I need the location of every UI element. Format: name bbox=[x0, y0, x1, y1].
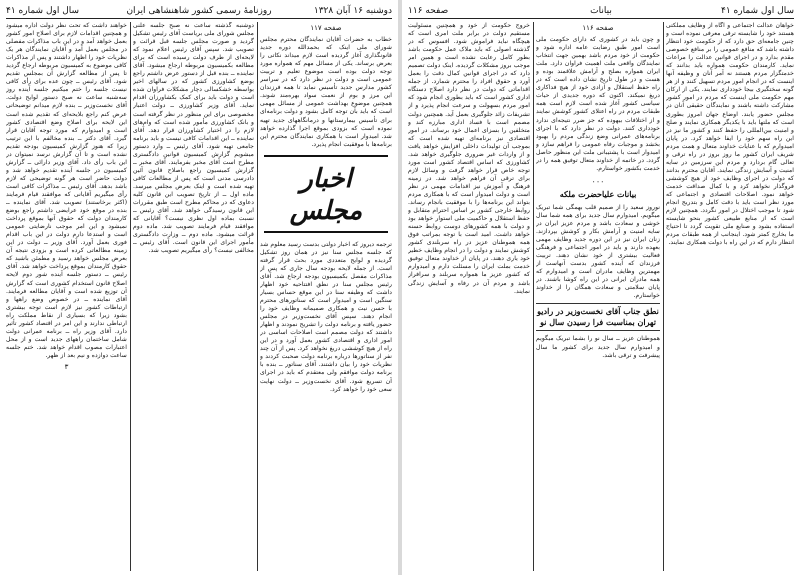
right-running-head bbox=[408, 4, 794, 19]
right-running-head-issue: سال اول شماره ۴۱ bbox=[720, 6, 794, 16]
left-running-head-publication: روزنامهٔ رسمی کشور شاهنشاهی ایران bbox=[126, 6, 272, 16]
right-column-1 bbox=[666, 22, 794, 571]
queen-speech-heading: بیانات علیاحضرت ملکه bbox=[559, 188, 637, 199]
left-column-2-text: دوشنبه گذشته ساعت نه صبح جلسه علنی مجلس شورای ملی بریاست آقای رئیس تشکیل گردید و صورت مجلس جلسه قبل قرائت و تصویب شد. سپس آقای رئیس اعلام نمود که لایحه‌ای از طرف دولت رسیده است که برای مطالعه بکمیسیون مربوطه ارجاع میشود. آقای نماینده ــ بنده قبل از دستور عرض داشتم راجع بوضع کشاورزی کشور که در سالهای اخیر بواسطه خشکسالی دچار مشکلات فراوان شده است و دولت باید برای کمک بکشاورزان اقدام نماید. آقای وزیر کشاورزی ــ دولت اعتبار مخصوصی برای این منظور در نظر گرفته است و بانک کشاورزی مأمور شده است که وام‌های لازم را در اختیار کشاورزان قرار دهد. آقای نماینده ــ این اقدامات کافی نیست و باید برنامه جامعی تهیه شود. آقای رئیس ــ وارد دستور میشویم گزارش کمیسیون قوانین دادگستری مطرح است آقای مخبر بفرمایند. آقای مخبر ــ گزارش کمیسیون راجع باصلاح قانون آئین دادرسی مدنی است که پس از مطالعات کافی تهیه شده است و اینک بعرض مجلس میرسد. ماده اول ــ از تاریخ تصویب این قانون کلیه دعاوی که در محاکم مطرح است طبق مقررات این قانون رسیدگی خواهد شد. آقای رئیس ــ نسبت بماده اول نظری نیست؟ آقایانی که موافقند قیام فرمایند تصویب شد. ماده دوم قرائت میشود. ماده دوم ــ وزارت دادگستری مأمور اجرای این قانون است. آقای رئیس ــ مخالفی نیست؟ رأی میگیریم تصویب شد. bbox=[133, 22, 254, 255]
parliament-news-masthead bbox=[264, 155, 388, 233]
right-column-2-text: و چون باید در کشوری که دارای حکومت ملی است امور طبق رضایت عامه اداره شود و حکومت از خود مردم باشد بهمین جهت انتخاب نمایندگان واقعی ملت اهمیت فراوان دارد. ملت ایران همواره بصلح و آرامش علاقمند بوده و هست و در طول تاریخ نشان داده است که در راه حفظ استقلال و آزادی خود از هیچ فداکاری دریغ نمیکند. اکنون که دوره جدیدی از حیات سیاسی کشور آغاز شده است لازم است همه طبقات مردم در راه اعتلای کشور کوشش نمایند و از اختلافات بیهوده که جز ضرر نتیجه‌ای ندارد خودداری کنند. دولت در نظر دارد که با اجرای برنامه‌های عمرانی وضع زندگی مردم را بهبود بخشد و موجبات رفاه عمومی را فراهم سازد و امیدوار است با پشتیبانی ملت این منظور حاصل گردد. در خاتمه از خداوند متعال توفیق همه را در خدمت بکشور خواستارم. bbox=[536, 36, 660, 172]
left-page-columns bbox=[6, 22, 392, 571]
queen-speech-text: نوروز سعید را از صمیم قلب بهمگی شما تبریک میگویم. امیدوارم سال جدید برای همه شما سال خوشی و سعادت باشد و مردم عزیز ایران در سایه امنیت و آرامش بکار و کوشش بپردازند. زنان ایران نیز در این دوره جدید وظایف مهمی بعهده دارند و باید در امور اجتماعی و فرهنگی فعالیت بیشتری از خود نشان دهند. تربیت فرزندان که آینده کشور بدست آنهاست از مهمترین وظایف مادران است و امیدوارم که همه مادران ایرانی در این راه کوشا باشند. در پایان سلامتی و سعادت همگان را از خداوند خواستارم. bbox=[536, 203, 660, 300]
left-column-1 bbox=[6, 22, 127, 571]
section-separator: ۰۰۰ bbox=[591, 176, 605, 186]
right-running-head-section: بیانات bbox=[590, 6, 612, 16]
right-column-3 bbox=[408, 22, 530, 571]
right-column-2 bbox=[536, 22, 660, 571]
right-running-head-page: صفحه ۱۱۶ bbox=[408, 6, 449, 16]
column-rule bbox=[533, 22, 534, 571]
left-page-footer: ۳ bbox=[64, 362, 69, 371]
parliament-news-title: اخبار مجلس bbox=[289, 163, 363, 226]
column-rule bbox=[130, 22, 131, 571]
left-column-3-after-masthead: ترجمه دیروز که اخبار دولتی بدست رسید معلوم شد که جلسه مجلس سنا نیز در همان روز تشکیل گردیده و لوایح متعددی مورد بحث قرار گرفته است. از جمله لایحه بودجه سال جاری که پس از مذاکرات مفصل بکمیسیون بودجه ارجاع شد. آقای رئیس مجلس سنا در نطق افتتاحیه خود اظهار داشت که وظیفه سنا در این موقع حساس بسیار سنگین است و امیدوار است که سناتورهای محترم با حسن نیت و همکاری صمیمانه وظایف خود را انجام دهند. سپس آقای نخست‌وزیر در مجلس حضور یافته و برنامه دولت را تشریح نمودند و اظهار داشتند که دولت مصمم است اصلاحات اساسی در امور اداری و اقتصادی کشور بعمل آورد و در این راه از هیچ کوششی دریغ نخواهد کرد. پس از آن چند نفر از سناتورها درباره برنامه دولت صحبت کردند و نظریات خود را بیان داشتند. آقای سناتور ــ بنده با برنامه دولت موافقم ولی معتقدم که باید در اجرای آن تسریع شود. آقای نخست‌وزیر ــ دولت نهایت سعی خود را خواهد کرد. bbox=[260, 240, 392, 393]
left-column-3 bbox=[260, 22, 392, 571]
prime-minister-speech-heading: نطق جناب آقای نخست‌وزیر در رادیو تهران بمناسبت فرا رسیدن سال نو bbox=[536, 303, 660, 331]
right-page-columns bbox=[408, 22, 794, 571]
left-running-head-issue: سال اول شماره ۴۱ bbox=[6, 6, 80, 16]
right-column-3-text: خروج حکومت از خود و همچنین مسئولیت مستقیم دولت در برابر ملت امری است که هیچگاه نباید فراموش شود. افسوس که در گذشته اصولی که باید ملاک عمل حکومت باشد بطور کامل رعایت نشده است و همین امر موجب بروز مشکلات گردیده. اینک دولت تصمیم دارد که در اجرای قوانین کمال دقت را بعمل آورد و حقوق افراد را محترم شمارد. از جمله اقداماتی که دولت در نظر دارد اصلاح دستگاه اداری کشور است که باید بطوری انجام شود که امور مردم بسهولت و سرعت انجام پذیرد و از تشریفات زائد جلوگیری بعمل آید. همچنین دولت مصمم است با فساد اداری مبارزه کند و متخلفین را بسزای اعمال خود برساند. در امور اقتصادی نیز برنامه‌ای تهیه شده است که بموجب آن تولیدات داخلی افزایش خواهد یافت و از واردات غیر ضروری جلوگیری خواهد شد. کشاورزی که اساس اقتصاد کشور است مورد توجه خاص قرار خواهد گرفت و وسائل لازم برای ترقی آن فراهم خواهد شد. در زمینه فرهنگ و آموزش نیز اقدامات مهمی در نظر است و دولت امیدوار است که با همکاری مردم بتواند این برنامه‌ها را با موفقیت بانجام رساند. روابط خارجی کشور بر اساس احترام متقابل و حفظ استقلال و حاکمیت ملی استوار خواهد بود و دولت با همه کشورهای دوست روابط حسنه خواهد داشت. امید است با توجه بمراتب فوق همه هموطنان عزیز در راه سربلندی کشور کوشش نمایند و دولت را در انجام وظایف خطیر خود یاری دهند. در پایان از خداوند متعال توفیق خدمت بملت ایران را مسئلت دارم و امیدوارم که کشور عزیز ما همواره سربلند و سرافراز باشد و مردم آن در رفاه و آسایش زندگی نمایند. bbox=[408, 22, 530, 295]
prime-minister-speech-text: هموطنان عزیز ــ سال نو را بشما تبریک میگویم و امیدوارم سال جدید برای کشور ما سال پیشرفت و ترقی باشد. bbox=[536, 335, 660, 359]
column-rule bbox=[257, 22, 258, 571]
left-column-2 bbox=[133, 22, 254, 571]
left-running-head-date: دوشنبه ۱۶ آبان ۱۳۲۸ bbox=[313, 6, 392, 16]
right-page bbox=[402, 0, 800, 575]
left-column-1-text: خواهند داشت که تحت نظر دولت اداره میشود و همچنین اقدامات لازم برای اصلاح امور کشور بعمل خواهد آمد و در این باب مذاکرات مفصلی در مجلس بعمل آمد و آقایان نمایندگان هر یک نظریات خود را اظهار داشتند و پس از مذاکرات کافی موضوع به کمیسیون مربوطه ارجاع گردید تا پس از مطالعه گزارش آن بمجلس تقدیم شود. آقای رئیس ــ چون عده برای رأی کافی نیست جلسه را ختم میکنیم جلسه آینده روز سه‌شنبه ساعت نه صبح دستور لوایح دولت. آقای نخست‌وزیر ــ بنده لازم میدانم توضیحاتی عرض کنم راجع بلایحه‌ای که تقدیم شده است این لایحه برای اصلاح وضع اقتصادی کشور است و امیدوارم که مورد توجه آقایان قرار گیرد. آقای دکتر ــ بنده مخالفم با این ترتیب زیرا که هنوز گزارش کمیسیون بودجه تقدیم نشده است و تا آن گزارش نرسد نمیتوان در این باب رأی داد. آقای وزیر دارائی ــ گزارش کمیسیون در جلسه آینده تقدیم خواهد شد و دولت حاضر است هر گونه توضیحی که لازم باشد بدهد. آقای رئیس ــ مذاکرات کافی است رأی میگیریم آقایانی که موافقند قیام فرمایند (اکثر برخاستند) تصویب شد. آقای نماینده ــ بنده در موقع خود عرایضی داشتم راجع بوضع کارمندان دولت که حقوق آنها بموقع پرداخت نمیشود و این امر موجب نارضایتی عمومی است و استدعا دارم دولت در این باب اقدام فوری بعمل آورد. آقای وزیر ــ دولت در این زمینه مطالعاتی کرده است و بزودی نتیجه آن بعرض مجلس خواهد رسید و مطمئن باشید که حقوق کارمندان بموقع پرداخت خواهد شد. آقای رئیس ــ دستور جلسه آینده شور دوم لایحه اصلاح قانون استخدام کشوری است که گزارش آن توزیع شده است و آقایان مطالعه فرمایند. آقای نماینده ــ در خصوص وضع راهها و ارتباطات کشور نیز لازم است توجه بیشتری بشود زیرا که بسیاری از نقاط مملکت راه ارتباطی ندارند و این امر در اقتصاد کشور تأثیر دارد. آقای وزیر راه ــ برنامه عمرانی دولت شامل ساختمان راههای جدید است و از محل اعتبارات مصوب اقدام خواهد شد. ختم جلسه ساعت دوازده و نیم بعد از ظهر. bbox=[6, 22, 127, 359]
left-page bbox=[0, 0, 398, 575]
right-column-1-text: خواهان عدالت اجتماعی و آگاه از وظایف مملکتی هستند خود را شایسته ترقی معرفی نموده است و چنین جامعه‌ای حق دارد که از حکومت خود انتظار داشته باشد که منافع عمومی را بر منافع خصوصی مقدم بدارد و در اجرای قوانین عدالت را مراعات نماید. کارمندان حکومت همواره باید بدانند که خدمتگزار مردم هستند نه آمر آنان و وظیفه آنها اینست که در انجام امور مردم تسهیل کنند و از هر گونه سختگیری بیجا خودداری نمایند. یکی از ارکان مهم حکومت ملی اینست که مردم در امور کشور مشارکت داشته باشند و نمایندگان حقیقی آنان در مجلس حضور یابند. اوضاع جهان امروز بطوری است که ملتها باید با یکدیگر همکاری نمایند و صلح و امنیت بین‌المللی را حفظ کنند و کشور ما نیز در این راه سهم خود را ایفا خواهد کرد. در پایان امیدوارم که با عنایات خداوند متعال و همت مردم شریف ایران کشور ما روز بروز در راه ترقی و تعالی گام بردارد و مردم این سرزمین در سایه امنیت و آسایش زندگی نمایند. آقایان محترم بدانند که دولت در اجرای وظایف خود از هیچ کوششی فروگذار نخواهد کرد و با کمال صداقت خدمت خواهد نمود. اصلاحات اقتصادی و اجتماعی که مورد نظر است باید با دقت کامل و بتدریج انجام شود تا موجب اختلال در امور نگردد. همچنین لازم است که از منابع طبیعی کشور بنحو شایسته استفاده بشود و صنایع ملی تقویت گردد تا احتیاج ما بخارج کمتر شود. اینجانب از همه طبقات مردم انتظار دارم که در این راه با دولت همکاری نمایند. bbox=[666, 22, 794, 247]
left-running-head bbox=[6, 4, 392, 19]
right-page-number: صفحه ۱۱۶ bbox=[582, 24, 614, 32]
column-rule bbox=[663, 22, 664, 571]
left-page-number: صفحه ۱۱۷ bbox=[310, 24, 342, 32]
left-column-3-text: خطاب به حضرات آقایان نمایندگان محترم مجلس شورای ملی اینک که بحمدالله دوره جدید قانونگذاری آغاز گردیده است لازم میداند نکاتی را بعرض برساند. یکی از مسائل مهم که همواره مورد توجه دولت بوده است موضوع تعلیم و تربیت عمومی است و دولت در نظر دارد که در سراسر کشور مدارس جدید تأسیس نماید تا همه فرزندان این مرز و بوم از نعمت سواد بهره‌مند شوند. همچنین موضوع بهداشت عمومی از مسائل مهمی است که باید بآن توجه کامل بشود و دولت برنامه‌ای برای تأسیس بیمارستانها و درمانگاههای جدید تهیه نموده است که بزودی بموقع اجرا گذارده خواهد شد. امیدوار است با همکاری نمایندگان محترم این برنامه‌ها با موفقیت انجام پذیرد. bbox=[260, 36, 392, 148]
